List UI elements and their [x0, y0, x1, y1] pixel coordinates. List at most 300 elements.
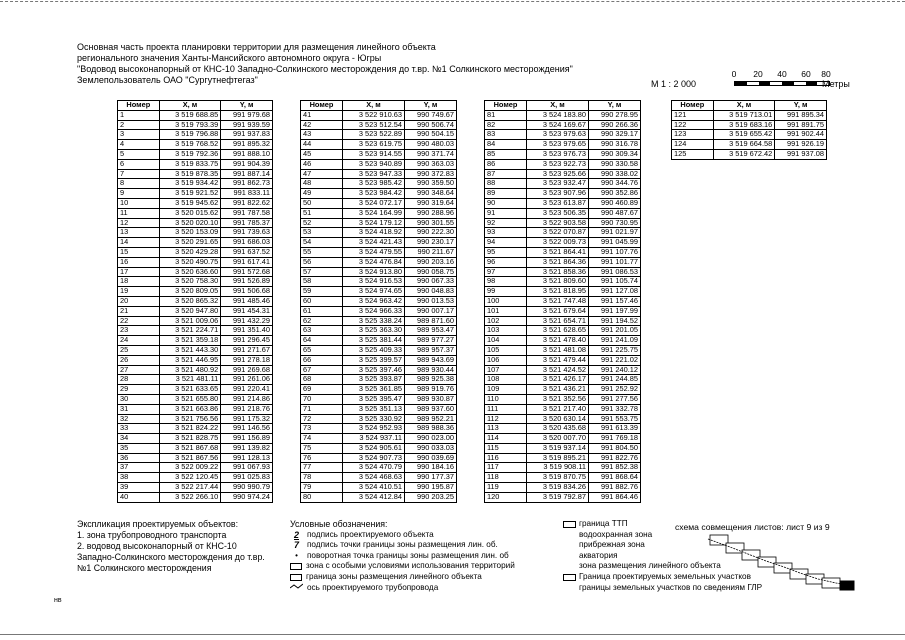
x-coordinate: 3 519 934.42	[159, 179, 221, 189]
table-row	[118, 110, 273, 120]
y-coordinate: 991 686.03	[221, 238, 273, 248]
y-coordinate: 990 211.67	[405, 247, 457, 257]
point-number: 54	[301, 238, 343, 248]
x-coordinate: 3 523 925.66	[527, 169, 589, 179]
point-number: 14	[118, 238, 160, 248]
table-row	[118, 385, 273, 395]
point-number: 49	[301, 189, 343, 199]
x-coordinate: 3 525 338.24	[343, 316, 405, 326]
y-coordinate: 990 048.83	[405, 287, 457, 297]
frame-bottom-line	[0, 634, 905, 635]
point-number: 12	[118, 218, 160, 228]
x-coordinate: 3 519 796.88	[159, 130, 221, 140]
y-coordinate: 991 613.39	[589, 424, 641, 434]
x-coordinate: 3 521 443.30	[159, 345, 221, 355]
table-row	[118, 198, 273, 208]
point-number: 40	[118, 492, 160, 502]
legend-text: водоохранная зона	[579, 529, 653, 539]
x-coordinate: 3 523 907.96	[527, 189, 589, 199]
point-number: 61	[301, 306, 343, 316]
x-coordinate: 3 523 940.89	[343, 159, 405, 169]
x-coordinate: 3 523 976.73	[527, 149, 589, 159]
y-coordinate: 991 787.58	[221, 208, 273, 218]
y-coordinate: 989 937.60	[405, 404, 457, 414]
col-header-number: Номер	[485, 101, 527, 111]
point-number: 37	[118, 463, 160, 473]
table-row	[301, 394, 457, 404]
point-number: 74	[301, 434, 343, 444]
y-coordinate: 989 952.21	[405, 414, 457, 424]
table-row	[485, 434, 641, 444]
y-coordinate: 991 864.46	[589, 492, 641, 502]
point-number: 66	[301, 355, 343, 365]
coordinates-table-4	[671, 100, 827, 160]
y-coordinate: 990 348.64	[405, 189, 457, 199]
col-header-y: Y, м	[405, 101, 457, 111]
x-coordinate: 3 523 979.65	[527, 140, 589, 150]
x-coordinate: 3 521 478.40	[527, 336, 589, 346]
y-coordinate: 990 230.17	[405, 238, 457, 248]
point-number: 82	[485, 120, 527, 130]
x-coordinate: 3 524 410.51	[343, 483, 405, 493]
x-coordinate: 3 519 713.01	[713, 110, 775, 120]
y-coordinate: 990 039.69	[405, 453, 457, 463]
x-coordinate: 3 521 633.65	[159, 385, 221, 395]
x-coordinate: 3 523 619.75	[343, 140, 405, 150]
table-row	[301, 159, 457, 169]
x-coordinate: 3 521 654.71	[527, 316, 589, 326]
y-coordinate: 991 891.75	[775, 120, 827, 130]
y-coordinate: 990 222.30	[405, 228, 457, 238]
table-row	[118, 287, 273, 297]
table-row	[485, 140, 641, 150]
y-coordinate: 989 925.38	[405, 375, 457, 385]
y-coordinate: 991 895.32	[221, 140, 273, 150]
point-number: 122	[672, 120, 714, 130]
object-label-symbol: 2	[293, 529, 299, 540]
y-coordinate: 991 887.14	[221, 169, 273, 179]
y-coordinate: 991 868.64	[589, 473, 641, 483]
point-number: 85	[485, 149, 527, 159]
x-coordinate: 3 524 418.92	[343, 228, 405, 238]
x-coordinate: 3 525 393.87	[343, 375, 405, 385]
y-coordinate: 991 939.59	[221, 120, 273, 130]
col-header-number: Номер	[301, 101, 343, 111]
point-number: 31	[118, 404, 160, 414]
point-number: 81	[485, 110, 527, 120]
x-coordinate: 3 523 914.55	[343, 149, 405, 159]
x-coordinate: 3 519 878.35	[159, 169, 221, 179]
point-number: 17	[118, 267, 160, 277]
point-number: 7	[118, 169, 160, 179]
point-number: 63	[301, 326, 343, 336]
point-number: 99	[485, 287, 527, 297]
point-number: 78	[301, 473, 343, 483]
point-number: 32	[118, 414, 160, 424]
table-row	[118, 296, 273, 306]
legend	[290, 519, 570, 593]
point-number: 112	[485, 414, 527, 424]
y-coordinate: 990 359.50	[405, 179, 457, 189]
x-coordinate: 3 521 352.56	[527, 394, 589, 404]
y-coordinate: 989 988.36	[405, 424, 457, 434]
y-coordinate: 991 146.56	[221, 424, 273, 434]
table-row	[118, 355, 273, 365]
point-number: 13	[118, 228, 160, 238]
y-coordinate: 989 977.27	[405, 336, 457, 346]
y-coordinate: 990 372.83	[405, 169, 457, 179]
x-coordinate: 3 521 663.86	[159, 404, 221, 414]
header-line-1: Основная часть проекта планировки территории для размещения линейного объекта	[77, 42, 436, 52]
x-coordinate: 3 523 512.54	[343, 120, 405, 130]
legend-text: поворотная точка границы зоны размещения лин. об	[307, 550, 509, 560]
y-coordinate: 991 637.52	[221, 247, 273, 257]
y-coordinate: 990 974.24	[221, 492, 273, 502]
x-coordinate: 3 522 266.10	[159, 492, 221, 502]
legend-text: границы земельных участков по сведениям ГЛР	[579, 582, 763, 592]
y-coordinate: 991 804.50	[589, 443, 641, 453]
point-number: 19	[118, 287, 160, 297]
x-coordinate: 3 524 479.55	[343, 247, 405, 257]
point-number: 108	[485, 375, 527, 385]
point-number: 96	[485, 257, 527, 267]
x-coordinate: 3 520 947.80	[159, 306, 221, 316]
table-row	[301, 296, 457, 306]
x-coordinate: 3 521 818.95	[527, 287, 589, 297]
point-number: 9	[118, 189, 160, 199]
ttp-boundary-box-icon	[563, 521, 576, 528]
table-row	[485, 345, 641, 355]
y-coordinate: 990 460.89	[589, 198, 641, 208]
col-header-x: X, м	[527, 101, 589, 111]
x-coordinate: 3 519 870.75	[527, 473, 589, 483]
table-row	[672, 149, 827, 159]
point-number: 106	[485, 355, 527, 365]
x-coordinate: 3 525 363.30	[343, 326, 405, 336]
table-row	[118, 159, 273, 169]
y-coordinate: 989 919.76	[405, 385, 457, 395]
x-coordinate: 3 525 395.47	[343, 394, 405, 404]
y-coordinate: 991 937.08	[775, 149, 827, 159]
y-coordinate: 991 888.10	[221, 149, 273, 159]
x-coordinate: 3 521 446.95	[159, 355, 221, 365]
x-coordinate: 3 520 490.75	[159, 257, 221, 267]
special-zone-box-icon	[290, 563, 302, 570]
x-coordinate: 3 523 506.35	[527, 208, 589, 218]
table-row	[118, 306, 273, 316]
x-coordinate: 3 521 828.75	[159, 434, 221, 444]
point-number: 11	[118, 208, 160, 218]
point-number: 55	[301, 247, 343, 257]
x-coordinate: 3 524 072.17	[343, 198, 405, 208]
table-row	[118, 140, 273, 150]
table-row	[485, 404, 641, 414]
y-coordinate: 990 749.67	[405, 110, 457, 120]
y-coordinate: 989 943.69	[405, 355, 457, 365]
frame-top-line	[0, 1, 905, 2]
table-row	[118, 443, 273, 453]
point-number: 87	[485, 169, 527, 179]
point-number: 70	[301, 394, 343, 404]
x-coordinate: 3 524 169.67	[527, 120, 589, 130]
x-coordinate: 3 521 436.21	[527, 385, 589, 395]
table-row	[301, 434, 457, 444]
y-coordinate: 991 105.74	[589, 277, 641, 287]
x-coordinate: 3 519 792.36	[159, 149, 221, 159]
point-number: 100	[485, 296, 527, 306]
y-coordinate: 991 021.97	[589, 228, 641, 238]
y-coordinate: 990 033.03	[405, 443, 457, 453]
y-coordinate: 991 156.89	[221, 434, 273, 444]
point-number: 77	[301, 463, 343, 473]
table-row	[485, 110, 641, 120]
x-coordinate: 3 520 015.62	[159, 208, 221, 218]
x-coordinate: 3 520 007.70	[527, 434, 589, 444]
point-number: 121	[672, 110, 714, 120]
y-coordinate: 991 086.53	[589, 267, 641, 277]
x-coordinate: 3 521 481.11	[159, 375, 221, 385]
legend-title: Условные обозначения:	[290, 519, 388, 529]
x-coordinate: 3 521 679.64	[527, 306, 589, 316]
point-number: 110	[485, 394, 527, 404]
x-coordinate: 3 524 468.63	[343, 473, 405, 483]
x-coordinate: 3 519 833.75	[159, 159, 221, 169]
x-coordinate: 3 519 895.21	[527, 453, 589, 463]
point-number: 116	[485, 453, 527, 463]
y-coordinate: 991 822.76	[589, 453, 641, 463]
y-coordinate: 991 220.41	[221, 385, 273, 395]
table-row	[301, 336, 457, 346]
x-coordinate: 3 525 409.33	[343, 345, 405, 355]
point-number: 69	[301, 385, 343, 395]
table-row	[301, 247, 457, 257]
x-coordinate: 3 521 824.22	[159, 424, 221, 434]
y-coordinate: 990 480.03	[405, 140, 457, 150]
y-coordinate: 991 332.78	[589, 404, 641, 414]
table-row	[301, 306, 457, 316]
x-coordinate: 3 523 984.42	[343, 189, 405, 199]
point-number: 39	[118, 483, 160, 493]
y-coordinate: 991 067.93	[221, 463, 273, 473]
header-line-2: регионального значения Ханты-Мансийского автономного округа - Югры	[77, 53, 382, 63]
point-number: 98	[485, 277, 527, 287]
point-number: 42	[301, 120, 343, 130]
table-row	[485, 336, 641, 346]
point-number: 119	[485, 483, 527, 493]
table-row	[118, 238, 273, 248]
table-row	[301, 492, 457, 502]
x-coordinate: 3 521 867.56	[159, 453, 221, 463]
table-row	[118, 247, 273, 257]
y-coordinate: 990 330.58	[589, 159, 641, 169]
y-coordinate: 991 269.68	[221, 365, 273, 375]
table-row	[301, 189, 457, 199]
y-coordinate: 989 953.47	[405, 326, 457, 336]
point-number: 120	[485, 492, 527, 502]
legend-row	[290, 540, 570, 551]
x-coordinate: 3 519 683.16	[713, 120, 775, 130]
x-coordinate: 3 525 351.13	[343, 404, 405, 414]
table-row	[485, 394, 641, 404]
y-coordinate: 989 871.60	[405, 316, 457, 326]
y-coordinate: 990 487.67	[589, 208, 641, 218]
point-number: 67	[301, 365, 343, 375]
sheet-scheme-diagram	[700, 533, 860, 593]
point-number: 23	[118, 326, 160, 336]
point-number: 118	[485, 473, 527, 483]
x-coordinate: 3 522 070.87	[527, 228, 589, 238]
point-number: 94	[485, 238, 527, 248]
col-header-x: X, м	[713, 101, 775, 111]
y-coordinate: 991 926.19	[775, 140, 827, 150]
x-coordinate: 3 523 979.63	[527, 130, 589, 140]
x-coordinate: 3 521 655.80	[159, 394, 221, 404]
table-row	[485, 189, 641, 199]
point-number: 109	[485, 385, 527, 395]
y-coordinate: 991 241.09	[589, 336, 641, 346]
table-row	[118, 492, 273, 502]
y-coordinate: 990 338.02	[589, 169, 641, 179]
point-number: 107	[485, 365, 527, 375]
table-row	[118, 149, 273, 159]
y-coordinate: 990 363.03	[405, 159, 457, 169]
point-number: 104	[485, 336, 527, 346]
point-number: 125	[672, 149, 714, 159]
point-number: 103	[485, 326, 527, 336]
x-coordinate: 3 524 913.80	[343, 267, 405, 277]
table-row	[301, 110, 457, 120]
y-coordinate: 991 278.18	[221, 355, 273, 365]
table-row	[672, 110, 827, 120]
x-coordinate: 3 521 359.18	[159, 336, 221, 346]
point-number: 62	[301, 316, 343, 326]
table-row	[301, 385, 457, 395]
x-coordinate: 3 524 963.42	[343, 296, 405, 306]
table-row	[118, 208, 273, 218]
x-coordinate: 3 524 421.43	[343, 238, 405, 248]
y-coordinate: 990 506.74	[405, 120, 457, 130]
y-coordinate: 991 432.29	[221, 316, 273, 326]
x-coordinate: 3 519 664.58	[713, 140, 775, 150]
point-number: 6	[118, 159, 160, 169]
legend-text: подпись проектируемого объекта	[307, 529, 434, 539]
table-row	[485, 306, 641, 316]
y-coordinate: 991 225.75	[589, 345, 641, 355]
scale-bar	[731, 69, 864, 91]
point-number: 115	[485, 443, 527, 453]
point-number: 34	[118, 434, 160, 444]
col-header-y: Y, м	[221, 101, 273, 111]
y-coordinate: 991 739.63	[221, 228, 273, 238]
x-coordinate: 3 524 916.53	[343, 277, 405, 287]
y-coordinate: 990 058.75	[405, 267, 457, 277]
point-number: 97	[485, 267, 527, 277]
table-row	[485, 238, 641, 248]
table-row	[485, 443, 641, 453]
y-coordinate: 990 203.25	[405, 492, 457, 502]
point-number: 24	[118, 336, 160, 346]
y-coordinate: 991 617.41	[221, 257, 273, 267]
y-coordinate: 991 218.76	[221, 404, 273, 414]
table-row	[485, 208, 641, 218]
y-coordinate: 989 930.87	[405, 394, 457, 404]
y-coordinate: 991 526.89	[221, 277, 273, 287]
point-number: 5	[118, 149, 160, 159]
x-coordinate: 3 520 020.10	[159, 218, 221, 228]
point-number: 75	[301, 443, 343, 453]
y-coordinate: 990 266.36	[589, 120, 641, 130]
y-coordinate: 989 957.37	[405, 345, 457, 355]
legend-row	[290, 572, 570, 583]
point-number: 30	[118, 394, 160, 404]
x-coordinate: 3 524 907.73	[343, 453, 405, 463]
x-coordinate: 3 525 381.44	[343, 336, 405, 346]
scale-bar-labels	[731, 69, 831, 79]
x-coordinate: 3 525 399.57	[343, 355, 405, 365]
point-number: 105	[485, 345, 527, 355]
x-coordinate: 3 525 330.92	[343, 414, 405, 424]
x-coordinate: 3 520 630.14	[527, 414, 589, 424]
point-number: 51	[301, 208, 343, 218]
x-coordinate: 3 524 937.11	[343, 434, 405, 444]
legend-text: граница зоны размещения линейного объекта	[306, 571, 482, 581]
x-coordinate: 3 520 865.32	[159, 296, 221, 306]
y-coordinate: 991 194.52	[589, 316, 641, 326]
legend-row	[290, 551, 570, 562]
document-header	[77, 42, 637, 86]
x-coordinate: 3 522 903.58	[527, 218, 589, 228]
x-coordinate: 3 521 864.41	[527, 247, 589, 257]
point-number: 38	[118, 473, 160, 483]
y-coordinate: 990 329.17	[589, 130, 641, 140]
y-coordinate: 990 344.76	[589, 179, 641, 189]
point-number: 18	[118, 277, 160, 287]
y-coordinate: 991 852.38	[589, 463, 641, 473]
y-coordinate: 991 937.83	[221, 130, 273, 140]
table-row	[118, 189, 273, 199]
x-coordinate: 3 520 758.30	[159, 277, 221, 287]
point-number: 35	[118, 443, 160, 453]
x-coordinate: 3 524 476.84	[343, 257, 405, 267]
point-number: 92	[485, 218, 527, 228]
table-row	[118, 257, 273, 267]
y-coordinate: 991 261.06	[221, 375, 273, 385]
y-coordinate: 991 296.45	[221, 336, 273, 346]
x-coordinate: 3 519 908.11	[527, 463, 589, 473]
point-number: 48	[301, 179, 343, 189]
point-number: 64	[301, 336, 343, 346]
x-coordinate: 3 521 858.36	[527, 267, 589, 277]
legend-text: зона с особыми условиями использования территорий	[306, 561, 515, 571]
x-coordinate: 3 522 009.22	[159, 463, 221, 473]
y-coordinate: 990 288.96	[405, 208, 457, 218]
point-number: 114	[485, 434, 527, 444]
y-coordinate: 991 769.18	[589, 434, 641, 444]
table-row	[485, 149, 641, 159]
x-coordinate: 3 519 768.52	[159, 140, 221, 150]
x-coordinate: 3 523 522.89	[343, 130, 405, 140]
y-coordinate: 990 352.86	[589, 189, 641, 199]
table-row	[301, 483, 457, 493]
coordinates-table-1	[117, 100, 273, 503]
y-coordinate: 990 371.74	[405, 149, 457, 159]
x-coordinate: 3 524 183.80	[527, 110, 589, 120]
x-coordinate: 3 521 864.36	[527, 257, 589, 267]
point-number: 91	[485, 208, 527, 218]
point-number: 22	[118, 316, 160, 326]
y-coordinate: 990 013.53	[405, 296, 457, 306]
point-number: 45	[301, 149, 343, 159]
